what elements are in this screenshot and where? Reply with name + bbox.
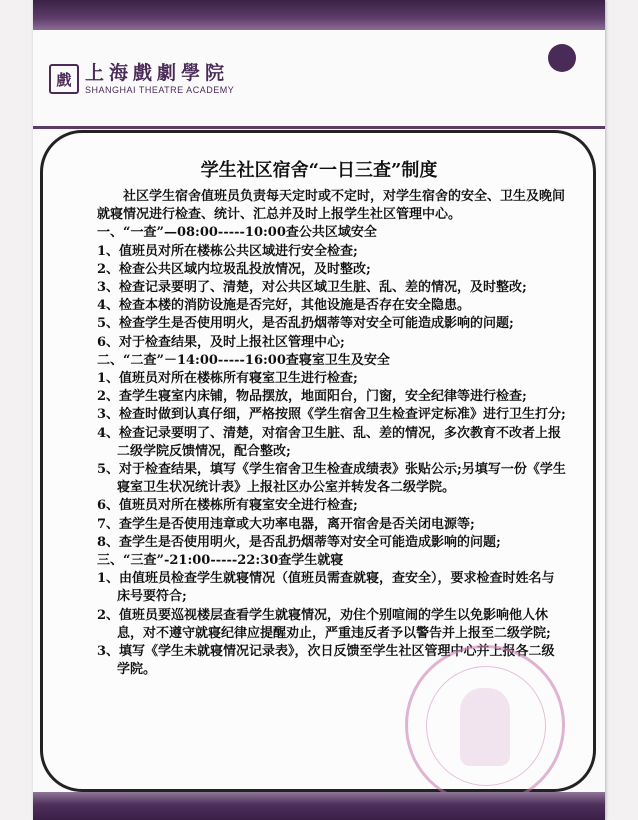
document-body — [97, 188, 567, 679]
list-item: 3、检查时做到认真仔细，严格按照《学生宿舍卫生检查评定标准》进行卫生打分; — [97, 407, 566, 423]
academy-logo-icon: 戲 — [49, 64, 79, 94]
list-item: 1、由值班员检查学生就寝情况（值班员需查就寝，查安全），要求检查时姓名与床号要符合; — [97, 571, 555, 605]
bottom-band — [33, 792, 605, 820]
list-item: 5、检查学生是否使用明火，是否乱扔烟蒂等对安全可能造成影响的问题; — [97, 316, 514, 332]
intro-paragraph: 社区学生宿舍值班员负责每天定时或不定时，对学生宿舍的安全、卫生及晚间就寝情况进行检查、统计、汇总并及时上报学生社区管理中心。 — [97, 189, 566, 223]
list-item: 2、查学生寝室内床铺，物品摆放，地面阳台，门窗，安全纪律等进行检查; — [97, 389, 527, 405]
academy-name-cn: 上海戲劇學院 — [85, 61, 230, 84]
list-item: 6、值班员对所在楼栋所有寝室安全进行检查; — [97, 498, 358, 514]
list-item: 6、对于检查结果，及时上报社区管理中心; — [97, 334, 345, 350]
top-band — [33, 0, 605, 30]
header-rule — [33, 126, 605, 129]
document-page — [33, 0, 605, 820]
document-title: 学生社区宿舍“一日三查”制度 — [200, 160, 438, 181]
list-item: 1、值班员对所在楼栋所有寝室卫生进行检查; — [97, 371, 358, 387]
section-heading: 三、“三查”-21:00-----22:30查学生就寝 — [97, 553, 344, 569]
list-item: 5、对于检查结果，填写《学生宿舍卫生检查成绩表》张贴公示;另填写一份《学生寝室卫生状况统计表》上报社区办公室并转发各二级学院。 — [97, 462, 566, 496]
list-item: 4、检查记录要明了、清楚，对宿舍卫生脏、乱、差的情况，多次教育不改者上报二级学院反馈情况，配合整改; — [97, 425, 562, 459]
list-item: 4、检查本楼的消防设施是否完好，其他设施是否存在安全隐患。 — [97, 298, 471, 314]
list-item: 3、检查记录要明了、清楚，对公共区域卫生脏、乱、差的情况，及时整改; — [97, 280, 527, 296]
section-heading: 一、“一查”—08:00-----10:00查公共区域安全 — [97, 225, 377, 241]
list-item: 7、查学生是否使用违章或大功率电器，离开宿舍是否关闭电源等; — [97, 516, 475, 532]
academy-header — [49, 62, 234, 96]
list-item: 2、值班员要巡视楼层查看学生就寝情况，劝住个别喧闹的学生以免影响他人休息，对不遵守就寝纪律应提醒劝止，严重违反者予以警告并上报至二级学院; — [97, 607, 551, 641]
list-item: 3、填写《学生未就寝情况记录表》，次日反馈至学生社区管理中心并上报各二级学院。 — [97, 644, 555, 678]
academy-name-en: SHANGHAI THEATRE ACADEMY — [85, 84, 235, 95]
list-item: 1、值班员对所在楼栋公共区域进行安全检查; — [97, 243, 358, 259]
list-item: 2、检查公共区域内垃圾乱投放情况，及时整改; — [97, 261, 371, 277]
decorative-circle — [548, 44, 576, 72]
section-heading: 二、“二查”－14:00-----16:00查寝室卫生及安全 — [97, 352, 390, 368]
list-item: 8、查学生是否使用明火，是否乱扔烟蒂等对安全可能造成影响的问题; — [97, 534, 501, 550]
